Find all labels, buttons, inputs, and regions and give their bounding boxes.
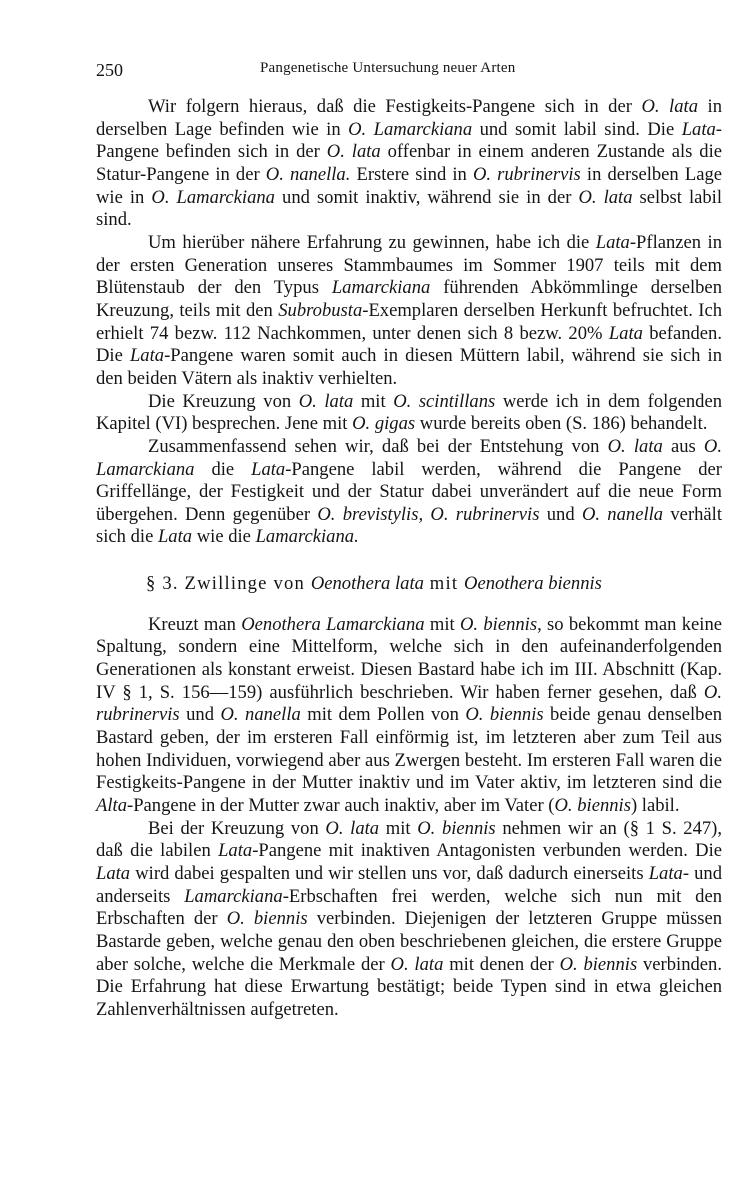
text-run: - und anderseits <box>96 863 723 907</box>
italic-run: O. lata <box>326 141 381 163</box>
paragraph <box>96 436 722 549</box>
italic-run: Lata <box>129 345 165 367</box>
italic-run: Oenothera lata <box>310 573 424 595</box>
italic-run: O. biennis <box>465 704 544 726</box>
text-run: Die Kreuzung von <box>148 390 299 412</box>
text-run: und somit labil sind. Die <box>472 118 682 140</box>
italic-run: O. lata <box>298 390 354 412</box>
text-run: -Pangene mit inaktiven Antagonisten verbunden werden. Die <box>252 840 722 862</box>
paragraph <box>96 96 722 232</box>
text-run: mit dem Pollen von <box>300 704 466 726</box>
italic-run: O. rubrinervis <box>472 163 581 185</box>
paragraphs-after-section <box>96 614 722 1022</box>
text-run: beide genau denselben Bastard geben, der im ersteren Fall einförmig ist, im letzteren aber zum Teil aus hohen Individuen, vorwiegend aber aus Zwergen besteht. Im ersteren Fall waren die Festigkeits-Pangene in der Mutter inaktiv und im Vater aktiv, im letzteren sind die <box>96 704 722 794</box>
text-run: , so bekommt man keine Spaltung, sondern eine Mittelform, welche sich in den aufeinanderfolgenden Generationen als konstant erweist. Diesen Bastard habe ich im III. Abschnitt (Kap. IV § 1, S. 156—159) ausführlich beschrieben. Wir haben ferner gesehen, daß <box>96 613 723 703</box>
italic-run: Lata <box>608 322 643 344</box>
text-run: -Pflanzen in der ersten Generation unseres Stammbaumes im Sommer 1907 teils mit dem Blütenstaub der den Typus <box>96 231 723 299</box>
italic-run: O. rubrinervis <box>96 681 722 726</box>
text-run: Kreuzt man <box>148 613 242 635</box>
running-title: Pangenetische Untersuchung neuer Arten <box>260 60 516 76</box>
text-run: Erstere sind in <box>350 163 473 185</box>
text-run: -Exemplaren derselben Herkunft befruchtet. Ich erhielt 74 bezw. 112 Nachkommen, unter denen sich 8 bezw. 20% <box>96 299 723 344</box>
text-run: -Pangene waren somit auch in diesen Müttern labil, während sie sich in den beiden Vätern als inaktiv verhielten. <box>96 345 723 389</box>
text-run: nehmen wir an (§ 1 S. 247), daß die labilen <box>96 817 723 862</box>
italic-run: O. lata <box>390 953 444 975</box>
italic-run: O. scintillans <box>393 390 496 412</box>
text-run: die <box>194 458 252 480</box>
text-run: -Pangene in der Mutter zwar auch inaktiv, aber im Vater ( <box>127 795 555 817</box>
italic-run: O. brevistylis, O. rubrinervis <box>317 503 540 525</box>
italic-run: O. lata <box>641 96 698 117</box>
text-run: Wir folgern hieraus, daß die Festigkeits-Pangene sich in der <box>148 96 642 117</box>
italic-run: O. lata <box>607 435 663 457</box>
text-run: -Pangene befinden sich in der <box>96 118 722 163</box>
italic-run: Lata <box>251 458 286 480</box>
paragraphs-before-section <box>96 96 722 549</box>
text-run: mit <box>353 390 394 412</box>
text-run: in derselben Lage befinden wie in <box>96 96 722 140</box>
paragraph <box>96 818 722 1022</box>
text-run: mit <box>379 817 418 839</box>
text-run: Zusammenfassend sehen wir, daß bei der Entstehung von <box>148 435 608 457</box>
italic-run: O. Lamarckiana <box>151 186 275 208</box>
italic-run: Lamarckiana. <box>255 526 359 548</box>
text-run: Um hierüber nähere Erfahrung zu gewinnen, habe ich die <box>148 231 596 253</box>
text-run: werde ich in dem folgenden Kapitel (VI) besprechen. Jene mit <box>96 390 722 435</box>
italic-run: O. nanella. <box>265 163 351 185</box>
italic-run: Alta <box>96 795 127 817</box>
italic-run: Lata <box>648 863 683 884</box>
text-run: aus <box>662 435 704 457</box>
italic-run: O. Lamarckiana <box>348 118 473 140</box>
text-run: mit denen der <box>443 953 560 975</box>
text-run: verbinden. Die Erfahrung hat diese Erwartung bestätigt; beide Typen sind in etwa gleichen Zahlenverhältnissen aufgetreten. <box>96 953 722 1020</box>
text-run: wurde bereits oben (S. 186) behandelt. <box>415 413 708 435</box>
text-run: und <box>179 704 221 726</box>
italic-run: Lata <box>681 118 716 140</box>
text-run: befanden. Die <box>96 322 723 367</box>
text-run: mit <box>424 613 460 635</box>
text-run: führenden Abkömmlinge derselben Kreuzung, teils mit den <box>96 277 722 321</box>
text-run: selbst labil sind. <box>96 186 722 231</box>
text-run: -Pangene labil werden, während die Pangene der Griffellänge, der Festigkeit und der Statur dabei unverändert auf die neue Form übergehen. Denn gegenüber <box>96 458 722 525</box>
paragraph <box>96 232 722 391</box>
text-run: verhält sich die <box>96 503 723 548</box>
page-number: 250 <box>96 60 123 80</box>
text-run: mit <box>423 573 465 595</box>
paragraph <box>96 391 722 436</box>
section-heading <box>96 573 722 596</box>
italic-run: O. gigas <box>352 413 416 435</box>
italic-run: Oenothera biennis <box>464 573 602 595</box>
italic-run: O. biennis <box>459 613 538 635</box>
text-run: -Erbschaften frei werden, welche sich nun mit den Erbschaften der <box>96 885 723 930</box>
text-run: ) labil. <box>630 795 680 817</box>
italic-run: O. nanella <box>220 704 301 726</box>
italic-run: Lamarckiana <box>331 277 431 299</box>
italic-run: Oenothera Lamarckiana <box>241 613 425 635</box>
italic-run: O. biennis <box>226 908 308 930</box>
page-body <box>96 96 722 1022</box>
italic-run: Lata <box>218 840 253 862</box>
italic-run: O. biennis <box>559 953 638 975</box>
italic-run: Lata <box>595 231 630 253</box>
italic-run: Lata <box>157 526 193 548</box>
italic-run: O. lata <box>578 186 633 208</box>
text-run: und <box>539 503 582 525</box>
text-run: § 3. Zwillinge von <box>146 573 311 595</box>
italic-run: O. nanella <box>581 503 664 525</box>
text-run: in derselben Lage wie in <box>96 163 722 208</box>
text-run: verbinden. Diejenigen der letzteren Gruppe müssen Bastarde geben, welche genau den oben beschriebenen gleichen, die erstere Gruppe aber solche, welche die Merkmale der <box>96 908 723 975</box>
text-run: Bei der Kreuzung von <box>148 817 326 839</box>
italic-run: O. Lamarckiana <box>96 435 722 480</box>
text-run: wird dabei gespalten und wir stellen uns vor, daß dadurch einerseits <box>130 863 649 884</box>
italic-run: Lata <box>96 863 131 884</box>
text-run: und somit inaktiv, während sie in der <box>274 186 579 208</box>
text-run: wie die <box>192 526 256 548</box>
italic-run: Lamarckiana <box>184 885 283 907</box>
italic-run: O. lata <box>325 817 380 839</box>
italic-run: O. biennis <box>554 795 631 817</box>
paragraph <box>96 614 722 818</box>
italic-run: O. biennis <box>417 817 496 839</box>
italic-run: Subrobusta <box>278 299 363 321</box>
text-run: offenbar in einem anderen Zustande als die Statur-Pangene in der <box>96 141 722 185</box>
